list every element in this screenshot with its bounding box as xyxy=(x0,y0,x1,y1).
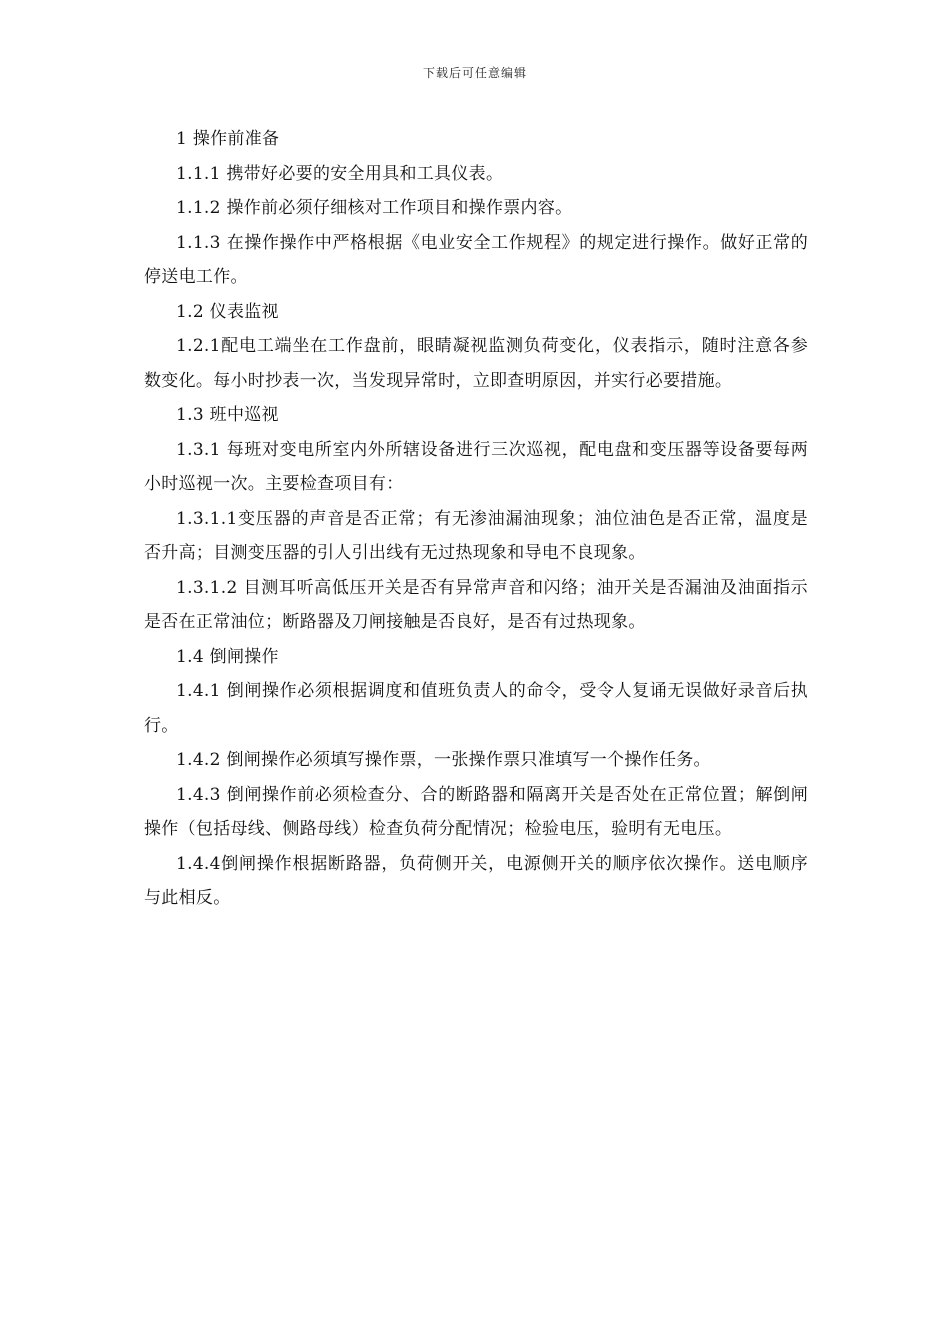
paragraph-1-4-1: 1.4.1 倒闸操作必须根据调度和值班负责人的命令，受令人复诵无误做好录音后执行。 xyxy=(144,681,808,736)
section-heading-1-2: 1.2 仪表监视 xyxy=(176,301,279,322)
section-heading-1-3: 1.3 班中巡视 xyxy=(176,405,279,425)
section-heading-1: 1 操作前准备 xyxy=(176,129,280,149)
paragraph-1-1-3: 1.1.3 在操作操作中严格根据《电业安全工作规程》的规定进行操作。做好正常的停送电工作。 xyxy=(144,232,808,287)
paragraph-1-3-1: 1.3.1 每班对变电所室内外所辖设备进行三次巡视，配电盘和变压器等设备要每两小时巡视一次。主要检查项目有： xyxy=(144,439,808,494)
page-header: 下载后可任意编辑 xyxy=(422,66,527,80)
section-heading-1-4: 1.4 倒闸操作 xyxy=(176,646,279,667)
paragraph-1-4-2: 1.4.2 倒闸操作必须填写操作票，一张操作票只准填写一个操作任务。 xyxy=(176,750,711,770)
paragraph-1-4-4: 1.4.4倒闸操作根据断路器，负荷侧开关，电源侧开关的顺序依次操作。送电顺序与此相反。 xyxy=(144,853,808,908)
document-body xyxy=(144,122,808,916)
paragraph-1-4-3: 1.4.3 倒闸操作前必须检查分、合的断路器和隔离开关是否处在正常位置；解倒闸操作（包括母线、侧路母线）检查负荷分配情况；检验电压，验明有无电压。 xyxy=(144,784,808,839)
paragraph-1-2-1: 1.2.1配电工端坐在工作盘前，眼睛凝视监测负荷变化，仪表指示，随时注意各参数变化。每小时抄表一次，当发现异常时，立即查明原因，并实行必要措施。 xyxy=(144,336,808,391)
paragraph-1-3-1-1: 1.3.1.1变压器的声音是否正常；有无渗油漏油现象；油位油色是否正常，温度是否升高；目测变压器的引人引出线有无过热现象和导电不良现象。 xyxy=(144,508,808,563)
paragraph-1-1-1: 1.1.1 携带好必要的安全用具和工具仪表。 xyxy=(176,163,504,184)
paragraph-1-3-1-2: 1.3.1.2 目测耳听高低压开关是否有异常声音和闪络；油开关是否漏油及油面指示是否在正常油位；断路器及刀闸接触是否良好，是否有过热现象。 xyxy=(144,577,808,632)
paragraph-1-1-2: 1.1.2 操作前必须仔细核对工作项目和操作票内容。 xyxy=(176,198,573,218)
